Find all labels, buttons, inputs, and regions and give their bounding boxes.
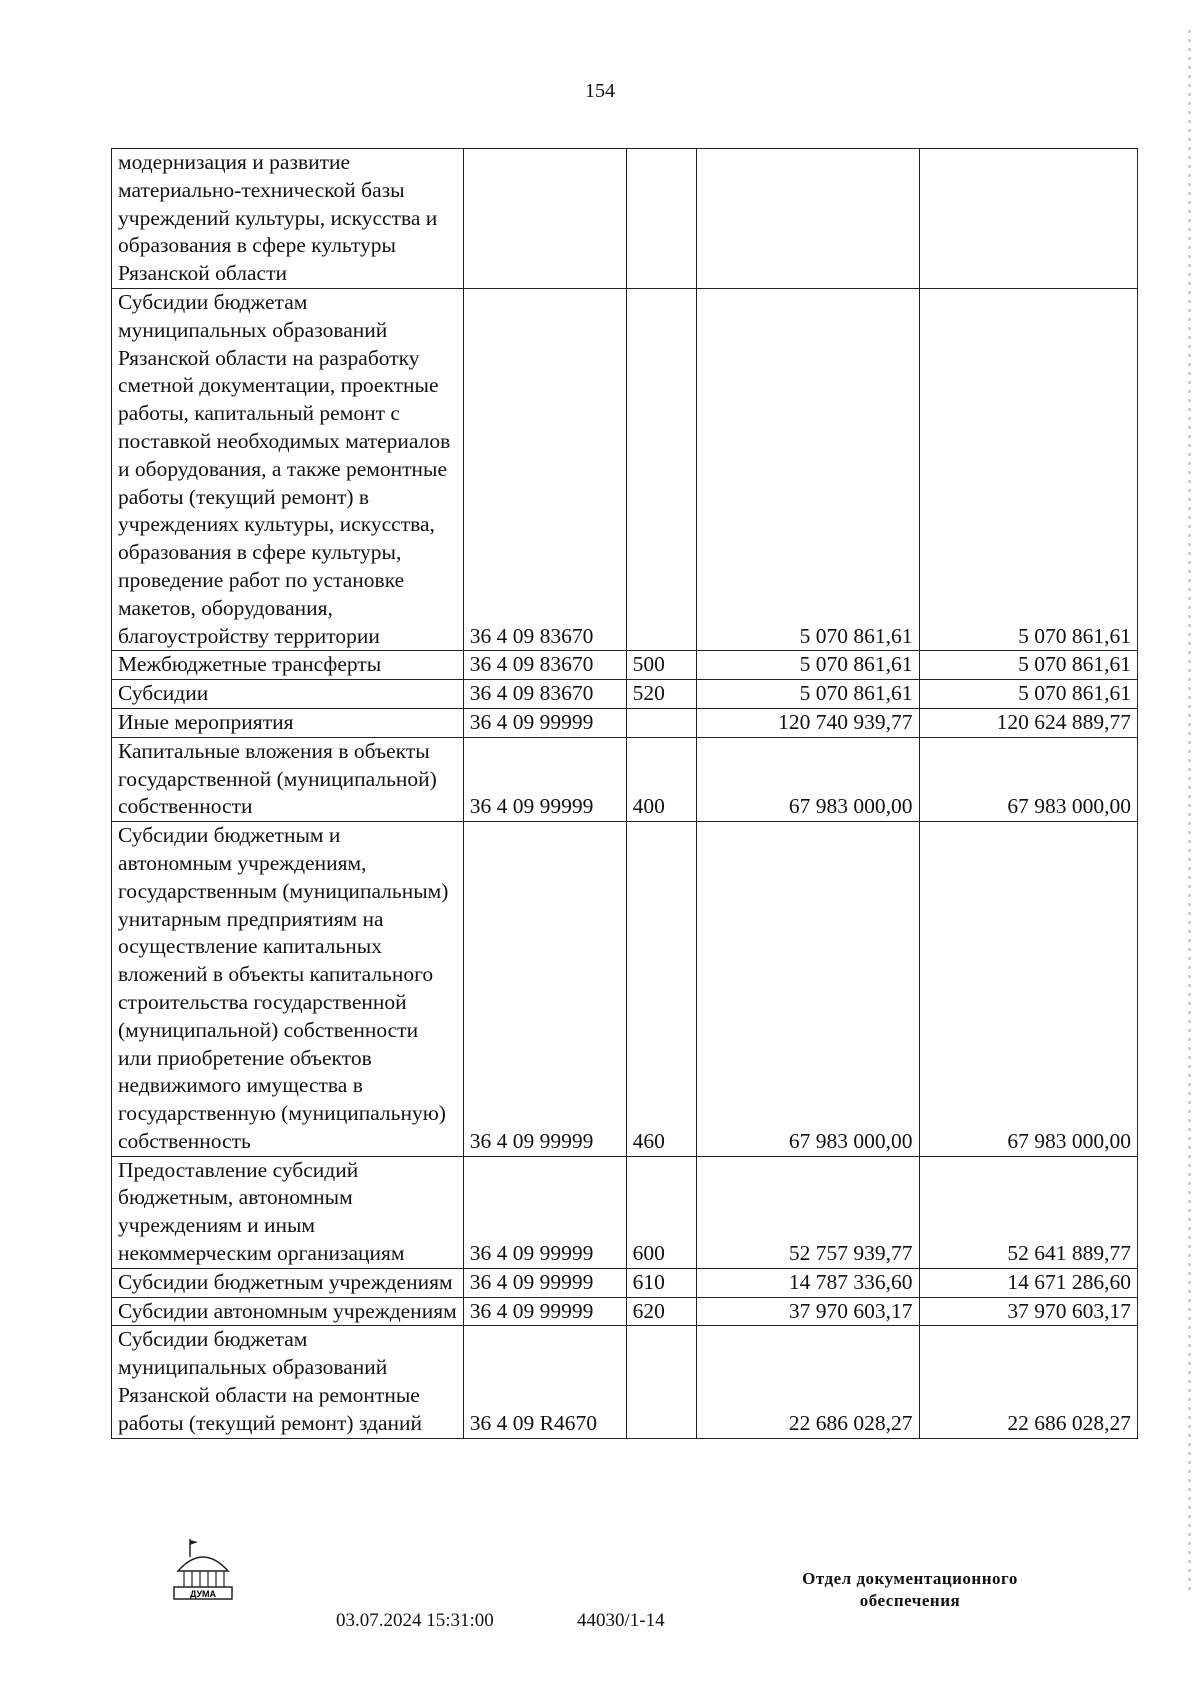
row-name: Субсидии бюджетам муниципальных образований Рязанской области на разработку сметной документации, проектные работы, капитальный ремонт с поставкой необходимых материалов и оборудования, а также ремонтные работы (текущий ремонт) в учреждениях культуры, искусства, образования в сфере культуры, проведение работ по установке макетов, оборудования, благоустройству территории [112, 288, 464, 650]
table-row [112, 149, 1138, 289]
row-name: модернизация и развитие материально-технической базы учреждений культуры, искусства и образования в сфере культуры Рязанской области [112, 149, 464, 289]
row-amount-1: 67 983 000,00 [696, 737, 919, 821]
row-code: 36 4 09 99999 [463, 708, 626, 737]
row-expense-type [626, 288, 696, 650]
row-amount-1: 120 740 939,77 [696, 708, 919, 737]
budget-table [111, 148, 1138, 1439]
row-amount-2: 5 070 861,61 [919, 288, 1137, 650]
row-amount-1: 5 070 861,61 [696, 680, 919, 709]
row-amount-2: 120 624 889,77 [919, 708, 1137, 737]
row-code: 36 4 09 99999 [463, 822, 626, 1157]
row-amount-2: 14 671 286,60 [919, 1268, 1137, 1297]
row-amount-2: 5 070 861,61 [919, 680, 1137, 709]
row-amount-2 [919, 149, 1137, 289]
row-expense-type: 400 [626, 737, 696, 821]
row-name: Иные мероприятия [112, 708, 464, 737]
row-name: Субсидии автономным учреждениям [112, 1297, 464, 1326]
row-amount-2: 22 686 028,27 [919, 1326, 1137, 1438]
row-amount-2: 5 070 861,61 [919, 651, 1137, 680]
row-code: 36 4 09 99999 [463, 1268, 626, 1297]
row-amount-1: 37 970 603,17 [696, 1297, 919, 1326]
row-expense-type: 500 [626, 651, 696, 680]
row-expense-type: 460 [626, 822, 696, 1157]
department-line-2: обеспечения [859, 1591, 961, 1610]
row-expense-type [626, 149, 696, 289]
row-code: 36 4 09 99999 [463, 1297, 626, 1326]
footer-doc-number: 44030/1-14 [577, 1610, 665, 1631]
row-expense-type [626, 1326, 696, 1438]
row-name: Субсидии бюджетам муниципальных образований Рязанской области на ремонтные работы (текущий ремонт) зданий [112, 1326, 464, 1438]
row-expense-type: 520 [626, 680, 696, 709]
row-expense-type: 610 [626, 1268, 696, 1297]
scan-edge-marks [1188, 30, 1191, 1590]
footer-date: 03.07.2024 15:31:00 [336, 1610, 494, 1631]
row-code: 36 4 09 83670 [463, 288, 626, 650]
row-amount-1: 5 070 861,61 [696, 288, 919, 650]
row-name: Предоставление субсидий бюджетным, автономным учреждениям и иным некоммерческим организациям [112, 1156, 464, 1268]
department-line-1: Отдел документационного [802, 1569, 1018, 1588]
table-row [112, 680, 1138, 709]
row-name: Субсидии [112, 680, 464, 709]
row-name: Субсидии бюджетным учреждениям [112, 1268, 464, 1297]
row-amount-1: 14 787 336,60 [696, 1268, 919, 1297]
row-amount-1 [696, 149, 919, 289]
row-code: 36 4 09 R4670 [463, 1326, 626, 1438]
row-name: Капитальные вложения в объекты государственной (муниципальной) собственности [112, 737, 464, 821]
page-number: 154 [585, 80, 615, 102]
row-code: 36 4 09 83670 [463, 680, 626, 709]
logo-text: ДУМА [189, 1589, 217, 1599]
row-code: 36 4 09 99999 [463, 737, 626, 821]
row-name: Межбюджетные трансферты [112, 651, 464, 680]
row-code: 36 4 09 99999 [463, 1156, 626, 1268]
table-row [112, 708, 1138, 737]
row-expense-type [626, 708, 696, 737]
table-row [112, 1326, 1138, 1438]
table-row [112, 1268, 1138, 1297]
table-row [112, 822, 1138, 1157]
row-code: 36 4 09 83670 [463, 651, 626, 680]
table-row [112, 288, 1138, 650]
duma-logo-icon [168, 1537, 238, 1603]
row-amount-1: 52 757 939,77 [696, 1156, 919, 1268]
row-amount-1: 22 686 028,27 [696, 1326, 919, 1438]
row-amount-2: 52 641 889,77 [919, 1156, 1137, 1268]
row-amount-1: 67 983 000,00 [696, 822, 919, 1157]
row-amount-1: 5 070 861,61 [696, 651, 919, 680]
row-expense-type: 620 [626, 1297, 696, 1326]
row-code [463, 149, 626, 289]
table-row [112, 651, 1138, 680]
row-expense-type: 600 [626, 1156, 696, 1268]
table-row [112, 1297, 1138, 1326]
table-row [112, 737, 1138, 821]
row-name: Субсидии бюджетным и автономным учреждениям, государственным (муниципальным) унитарным предприятиям на осуществление капитальных вложений в объекты капитального строительства государственной (муниципальной) собственности или приобретение объектов недвижимого имущества в государственную (муниципальную) собственность [112, 822, 464, 1157]
department-stamp [760, 1568, 1060, 1612]
row-amount-2: 67 983 000,00 [919, 737, 1137, 821]
row-amount-2: 37 970 603,17 [919, 1297, 1137, 1326]
row-amount-2: 67 983 000,00 [919, 822, 1137, 1157]
table-row [112, 1156, 1138, 1268]
